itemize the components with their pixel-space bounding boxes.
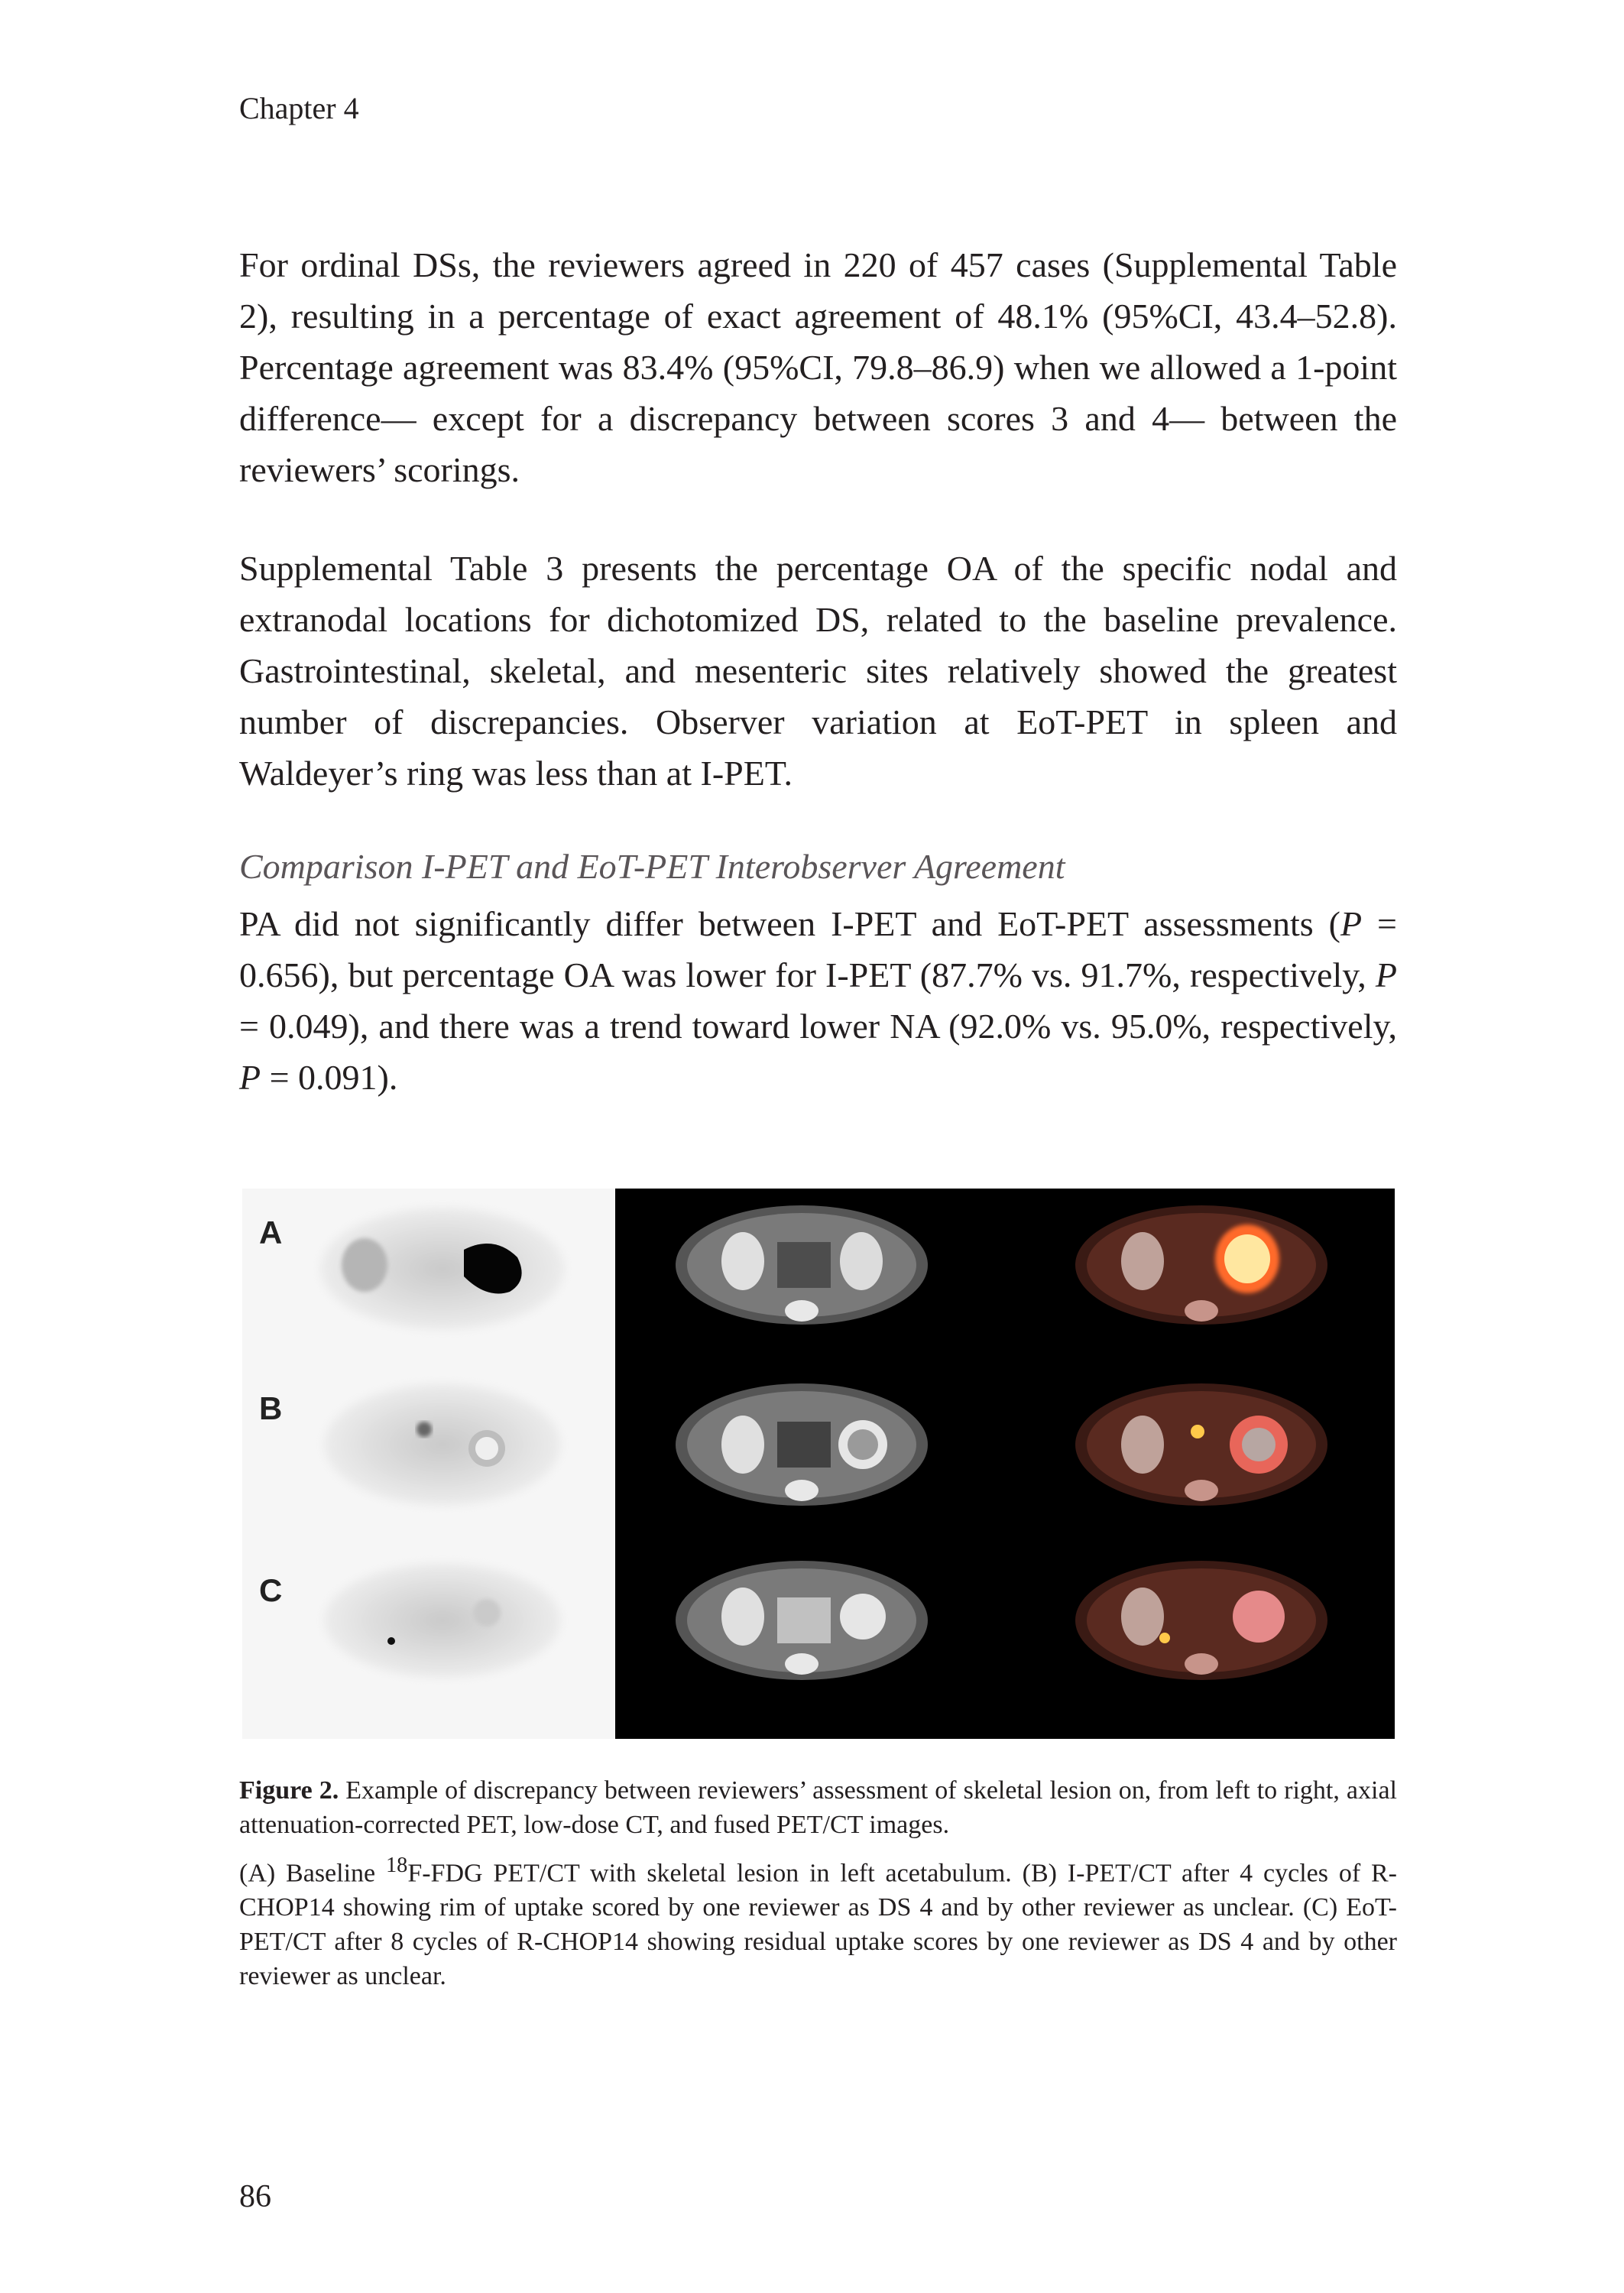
figure-label-b: B xyxy=(259,1390,283,1426)
running-header: Chapter 4 xyxy=(239,91,359,125)
figure-caption-title: Figure 2. Example of discrepancy between reviewers’ assessment of skeletal lesion on, from left to right, axial attenuation-corrected PET, low-dose CT, and fused PET/CT images. xyxy=(239,1776,1397,1839)
figure-label-c: C xyxy=(259,1572,283,1608)
figure-label-a: A xyxy=(259,1215,283,1250)
paragraph-comparison: PA did not significantly differ between I-PET and EoT-PET assessments (P = 0.656), but percentage OA was lower for I-PET (87.7% vs. 91.7%, respectively, P = 0.049), and there was a trend toward lower NA (92.0% vs. 95.0%, respectively, P = 0.091). xyxy=(239,904,1397,1097)
row-a xyxy=(320,1205,1327,1330)
row-c xyxy=(324,1561,1327,1680)
row-b xyxy=(324,1383,1327,1506)
figure-pet-ct-images xyxy=(242,1189,1395,1739)
page-number: 86 xyxy=(239,2179,271,2214)
section-subheading: Comparison I-PET and EoT-PET Interobserver Agreement xyxy=(239,847,1065,886)
paragraph-agreement: For ordinal DSs, the reviewers agreed in 220 of 457 cases (Supplemental Table 2), resulting in a percentage of exact agreement of 48.1% (95%CI, 43.4–52.8). Percentage agreement was 83.4% (95%CI, 79.8–86.9) when we allowed a 1-point difference— except for a discrepancy between scores 3 and 4— between the reviewers’ scorings. xyxy=(239,245,1397,489)
paragraph-supplemental-table: Supplemental Table 3 presents the percentage OA of the specific nodal and extranodal locations for dichotomized DS, related to the baseline prevalence. Gastrointestinal, skeletal, and mesenteric sites relatively showed the greatest number of discrepancies. Observer variation at EoT-PET in spleen and Waldeyer’s ring was less than at I-PET. xyxy=(239,549,1397,793)
figure-caption-body: (A) Baseline $^{18}$F-FDG PET/CT with skeletal lesion in left acetabulum. (B) I-PET/CT after 4 cycles of R-CHOP14 showing rim of uptake scored by one reviewer as DS 4 and by other reviewer as unclear. (C) EoT-PET/CT after 8 cycles of R-CHOP14 showing residual uptake scores by one reviewer as DS 4 and by other reviewer as unclear. xyxy=(239,1854,1397,1991)
